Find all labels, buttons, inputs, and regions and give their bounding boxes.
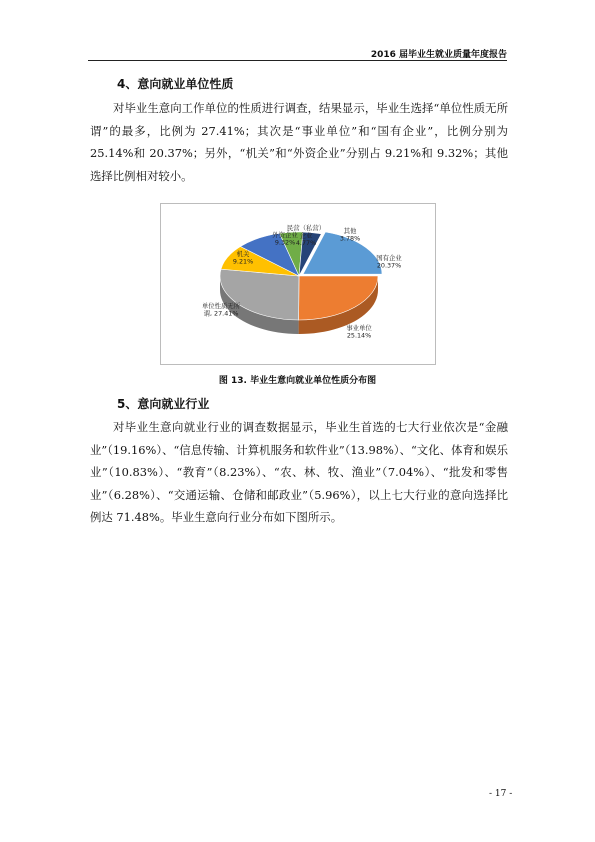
page-number: - 17 - xyxy=(489,789,513,799)
pie-label-3: 国有企业 20.37% xyxy=(376,254,402,270)
report-header-title: 2016 届毕业生就业质量年度报告 xyxy=(370,50,507,60)
section-4-paragraph: 对毕业生意向工作单位的性质进行调查，结果显示，毕业生选择“单位性质无所谓”的最多，比例为 27.41%；其次是“事业单位”和“国有企业”，比例分别为 25.14%和 20.37%；另外，“机关”和“外资企业”分别占 9.21%和 9.32%；其他选择比例相对较小。 xyxy=(90,101,508,183)
pie-label-6: 机关 9.21% xyxy=(232,250,254,266)
pie-label-7: 外资企业 9.32% xyxy=(272,231,298,247)
section-5-heading: 5、意向就业行业 xyxy=(117,397,210,411)
pie-label-1: 民营（私营）企业 4.77% xyxy=(286,224,326,248)
pie-chart xyxy=(161,204,435,364)
section-5-paragraph: 对毕业生意向就业行业的调查数据显示，毕业生首选的七大行业依次是“金融业”（19.16%）、“信息传输、计算机服务和软件业”（13.98%）、“文化、体育和娱乐业”（10.83%）、“教育”（8.23%）、“农、林、牧、渔业”（7.04%）、“批发和零售业”（6.28%）、“交通运输、仓储和邮政业”（5.96%），以上七大行业的意向选择比例达 71.48%。毕业生意向行业分布如下图所示。 xyxy=(90,420,508,525)
pie-slice-4 xyxy=(299,276,378,320)
section-4-heading: 4、意向就业单位性质 xyxy=(117,77,234,91)
pie-label-2: 其他 3.78% xyxy=(339,227,361,243)
header-divider xyxy=(88,60,507,61)
pie-label-4: 事业单位 25.14% xyxy=(346,324,372,340)
pie-label-5: 单位性质无所谓, 27.41% xyxy=(201,302,241,318)
pie-chart-frame xyxy=(160,203,436,365)
figure-caption: 图 13. 毕业生意向就业单位性质分布图 xyxy=(218,376,377,386)
